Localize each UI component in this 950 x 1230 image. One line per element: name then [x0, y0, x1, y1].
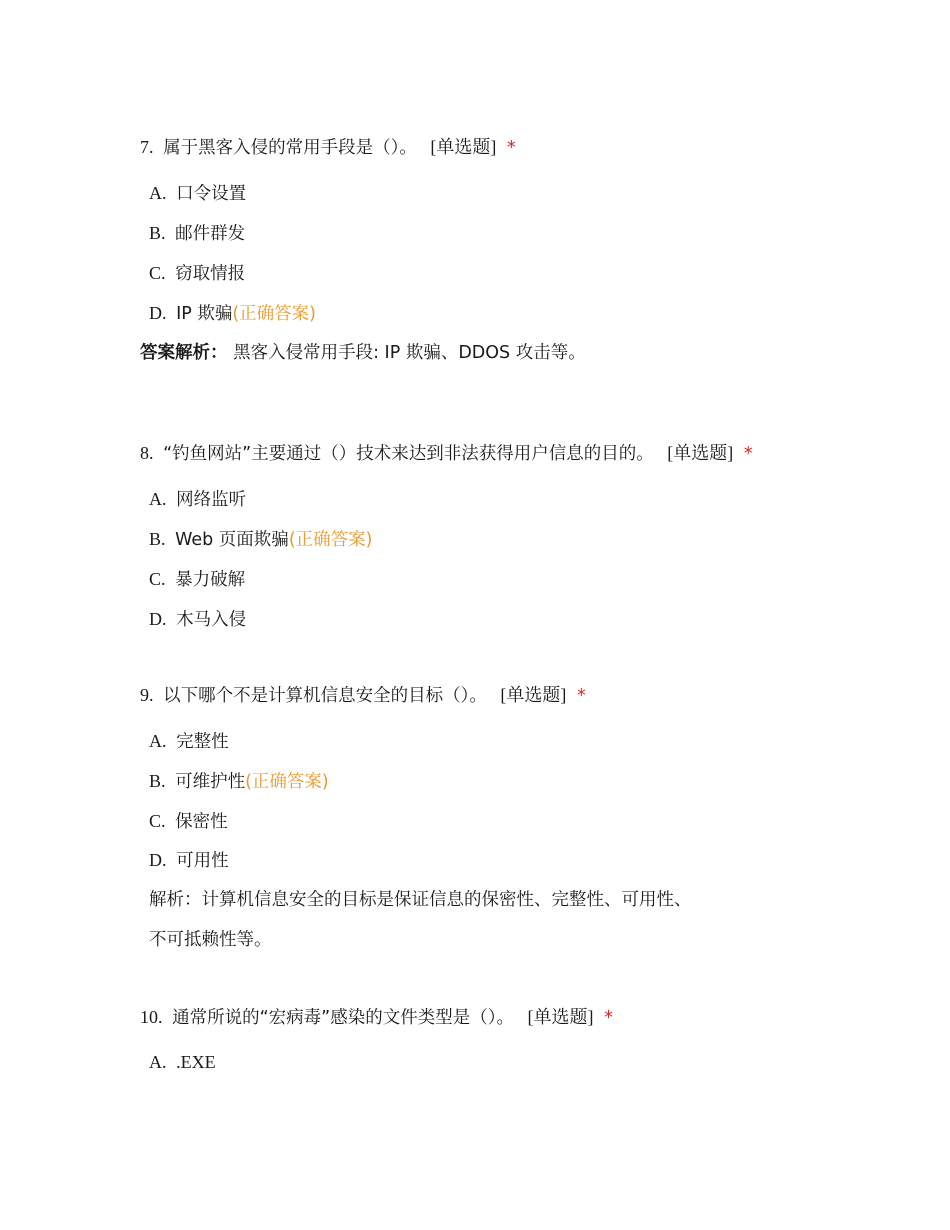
question-type-tag: [单选题] — [500, 685, 567, 705]
option-a — [149, 1050, 216, 1075]
correct-answer-mark: (正确答案) — [288, 530, 373, 550]
option-letter: B. — [149, 529, 166, 549]
explanation-line-1: 解析：计算机信息安全的目标是保证信息的保密性、完整性、可用性、 — [149, 890, 692, 910]
option-b — [149, 769, 329, 794]
option-text: 完整性 — [176, 732, 229, 752]
explanation-text: 黑客入侵常用手段: IP 欺骗、DDOS 攻击等。 — [233, 343, 586, 363]
question-type-tag: [单选题] — [527, 1007, 594, 1027]
option-text: 口令设置 — [176, 184, 247, 204]
question-8-title — [140, 441, 753, 466]
option-text: 暴力破解 — [175, 570, 246, 590]
option-letter: C. — [149, 811, 166, 831]
option-text: .EXE — [176, 1052, 216, 1072]
question-type-tag: [单选题] — [430, 137, 497, 157]
question-type-tag: [单选题] — [667, 443, 734, 463]
option-a — [149, 729, 229, 754]
required-mark: * — [506, 138, 516, 158]
option-d — [149, 607, 246, 632]
question-number: 7. — [140, 137, 154, 157]
option-text: Web 页面欺骗 — [175, 530, 289, 550]
option-text: 可维护性 — [175, 772, 246, 792]
required-mark: * — [604, 1008, 613, 1028]
option-c — [149, 567, 245, 592]
option-a — [149, 487, 246, 512]
question-number: 9. — [140, 685, 154, 705]
option-letter: B. — [149, 223, 166, 243]
option-letter: A. — [149, 489, 167, 509]
option-text: 保密性 — [175, 812, 228, 832]
option-text: 木马入侵 — [176, 610, 247, 630]
option-letter: B. — [149, 771, 166, 791]
option-text: 窃取情报 — [175, 264, 246, 284]
required-mark: * — [743, 444, 753, 464]
option-text: IP 欺骗 — [176, 304, 233, 324]
option-d — [149, 848, 229, 873]
question-number: 10. — [140, 1007, 163, 1027]
question-number: 8. — [140, 443, 154, 463]
correct-answer-mark: (正确答案) — [232, 304, 317, 324]
question-text: 以下哪个不是计算机信息安全的目标（）。 — [163, 686, 487, 706]
answer-explanation — [140, 341, 586, 365]
option-letter: D. — [149, 609, 167, 629]
explanation-line-2: 不可抵赖性等。 — [149, 930, 272, 950]
option-letter: C. — [149, 263, 166, 283]
question-9-title — [140, 683, 586, 708]
option-a — [149, 181, 246, 206]
question-7-title — [140, 135, 516, 160]
option-d — [149, 301, 316, 326]
option-letter: D. — [149, 850, 167, 870]
option-c — [149, 261, 245, 286]
option-text: 邮件群发 — [175, 224, 246, 244]
question-text: 属于黑客入侵的常用手段是（）。 — [163, 138, 417, 158]
option-letter: C. — [149, 569, 166, 589]
option-b — [149, 527, 372, 552]
option-letter: A. — [149, 183, 167, 203]
option-text: 可用性 — [176, 851, 229, 871]
option-letter: A. — [149, 731, 167, 751]
correct-answer-mark: (正确答案) — [245, 772, 329, 792]
option-letter: A. — [149, 1052, 167, 1072]
option-c — [149, 809, 228, 834]
question-10-title — [140, 1005, 613, 1030]
question-text: 通常所说的“宏病毒”感染的文件类型是（）。 — [172, 1008, 514, 1028]
question-text: “钓鱼网站”主要通过（）技术来达到非法获得用户信息的目的。 — [163, 444, 654, 464]
option-text: 网络监听 — [176, 490, 247, 510]
explanation-label: 答案解析： — [140, 343, 228, 363]
option-b — [149, 221, 245, 246]
option-letter: D. — [149, 303, 167, 323]
required-mark: * — [576, 686, 586, 706]
